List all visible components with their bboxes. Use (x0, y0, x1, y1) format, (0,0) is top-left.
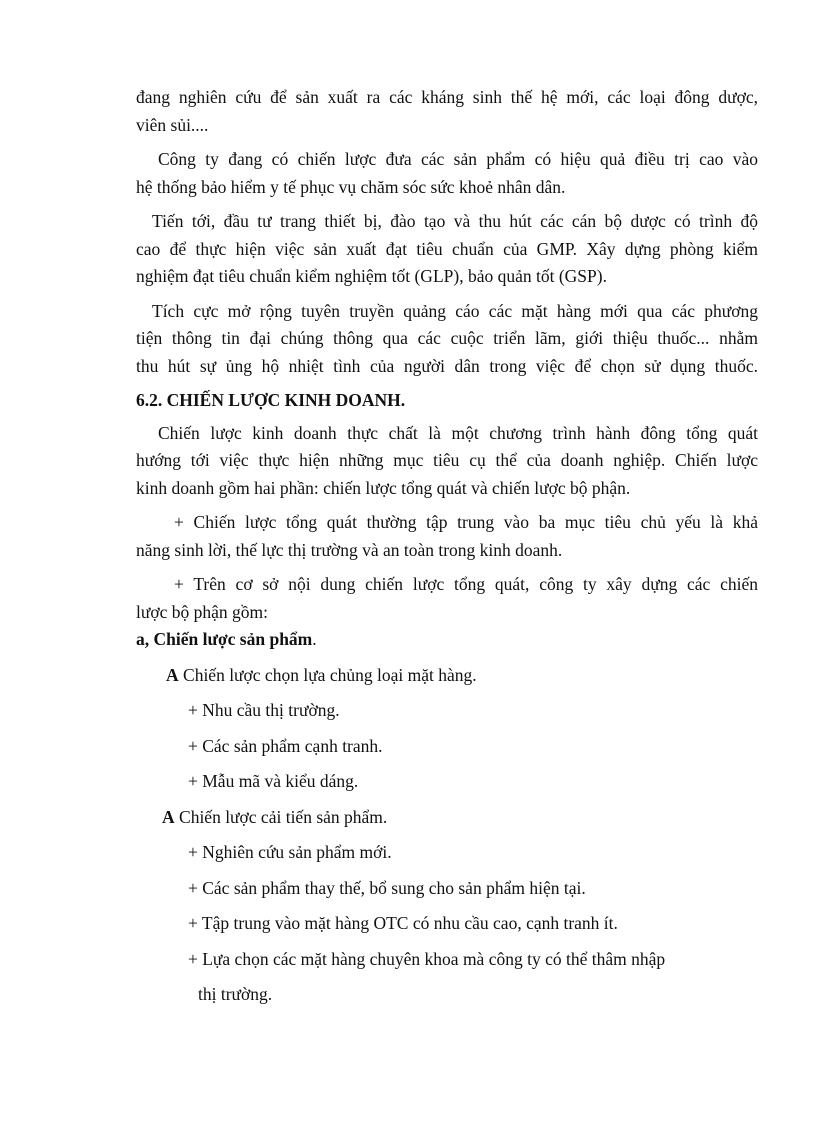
paragraph-line: + Trên cơ sở nội dung chiến lược tổng quát, công ty xây dựng các chiến (174, 574, 758, 594)
paragraph-line: cao để thực hiện việc sản xuất đạt tiêu chuẩn của GMP. Xây dựng phòng kiểm (136, 238, 758, 259)
list-item: + Nghiên cứu sản phẩm mới. (188, 842, 392, 862)
paragraph-line: Tích cực mở rộng tuyên truyền quảng cáo các mặt hàng mới qua các phương (152, 300, 758, 321)
paragraph-gmp (136, 208, 758, 291)
bullet-marker: A (166, 664, 179, 685)
subheading-text: a, Chiến lược sản phẩm (136, 629, 313, 649)
paragraph-general-strategy (136, 509, 758, 564)
paragraph-research (136, 84, 758, 139)
paragraph-line: thu hút sự ủng hộ nhiệt tình của người dân trong việc để chọn sử dụng thuốc. (136, 355, 758, 376)
list-item: + Tập trung vào mặt hàng OTC có nhu cầu cao, cạnh tranh ít. (188, 913, 618, 933)
paragraph-line: đang nghiên cứu để sản xuất ra các kháng sinh thế hệ mới, các loại đông dược, (136, 87, 758, 107)
section-title: Chiến lược cải tiến sản phẩm. (179, 806, 388, 827)
paragraph-line: kinh doanh gồm hai phần: chiến lược tổng quát và chiến lược bộ phận. (136, 477, 631, 498)
subheading-period: . (312, 629, 317, 649)
paragraph-line: + Chiến lược tổng quát thường tập trung vào ba mục tiêu chủ yếu là khả (174, 512, 758, 532)
paragraph-line: viên sủi.... (136, 114, 209, 135)
list-item-continuation: thị trường. (198, 984, 273, 1004)
list-item: + Mẫu mã và kiểu dáng. (188, 771, 359, 791)
paragraph-line: hướng tới việc thực hiện những mục tiêu cụ thể của doanh nghiệp. Chiến lược (136, 450, 758, 470)
bullet-marker: A (162, 806, 175, 827)
paragraph-strategy-definition (136, 420, 758, 503)
list-item: + Nhu cầu thị trường. (188, 700, 340, 720)
document-page (136, 84, 758, 1009)
paragraph-line: lược bộ phận gồm: (136, 601, 268, 622)
paragraph-line: Chiến lược kinh doanh thực chất là một chương trình hành đông tổng quát (158, 422, 758, 443)
section-product-selection (136, 662, 758, 690)
section-title: Chiến lược chọn lựa chủng loại mặt hàng. (183, 664, 477, 685)
paragraph-partial-strategies (136, 571, 758, 626)
subheading-product-strategy (136, 626, 758, 654)
paragraph-insurance (136, 146, 758, 201)
paragraph-advertising (136, 298, 758, 381)
paragraph-line: tiện thông tin đại chúng thông qua các cuộc triển lãm, giới thiệu thuốc... nhằm (136, 328, 758, 348)
list-item: + Các sản phẩm cạnh tranh. (188, 735, 383, 756)
paragraph-line: Tiến tới, đầu tư trang thiết bị, đào tạo và thu hút các cán bộ dược có trình độ (152, 211, 758, 231)
section-product-improvement (136, 804, 758, 832)
list-item: + Các sản phẩm thay thế, bổ sung cho sản phẩm hiện tại. (188, 877, 586, 898)
paragraph-line: hệ thống bảo hiểm y tế phục vụ chăm sóc sức khoẻ nhân dân. (136, 176, 566, 197)
list-item: + Lựa chọn các mặt hàng chuyên khoa mà công ty có thể thâm nhập (188, 948, 666, 969)
paragraph-line: Công ty đang có chiến lược đưa các sản phẩm có hiệu quả điều trị cao vào (158, 149, 758, 169)
paragraph-line: nghiệm đạt tiêu chuẩn kiểm nghiệm tốt (GLP), bảo quản tốt (GSP). (136, 266, 607, 286)
section-heading-business-strategy: 6.2. CHIẾN LƯỢC KINH DOANH. (136, 390, 406, 410)
paragraph-line: năng sinh lời, thế lực thị trường và an toàn trong kinh doanh. (136, 539, 563, 560)
